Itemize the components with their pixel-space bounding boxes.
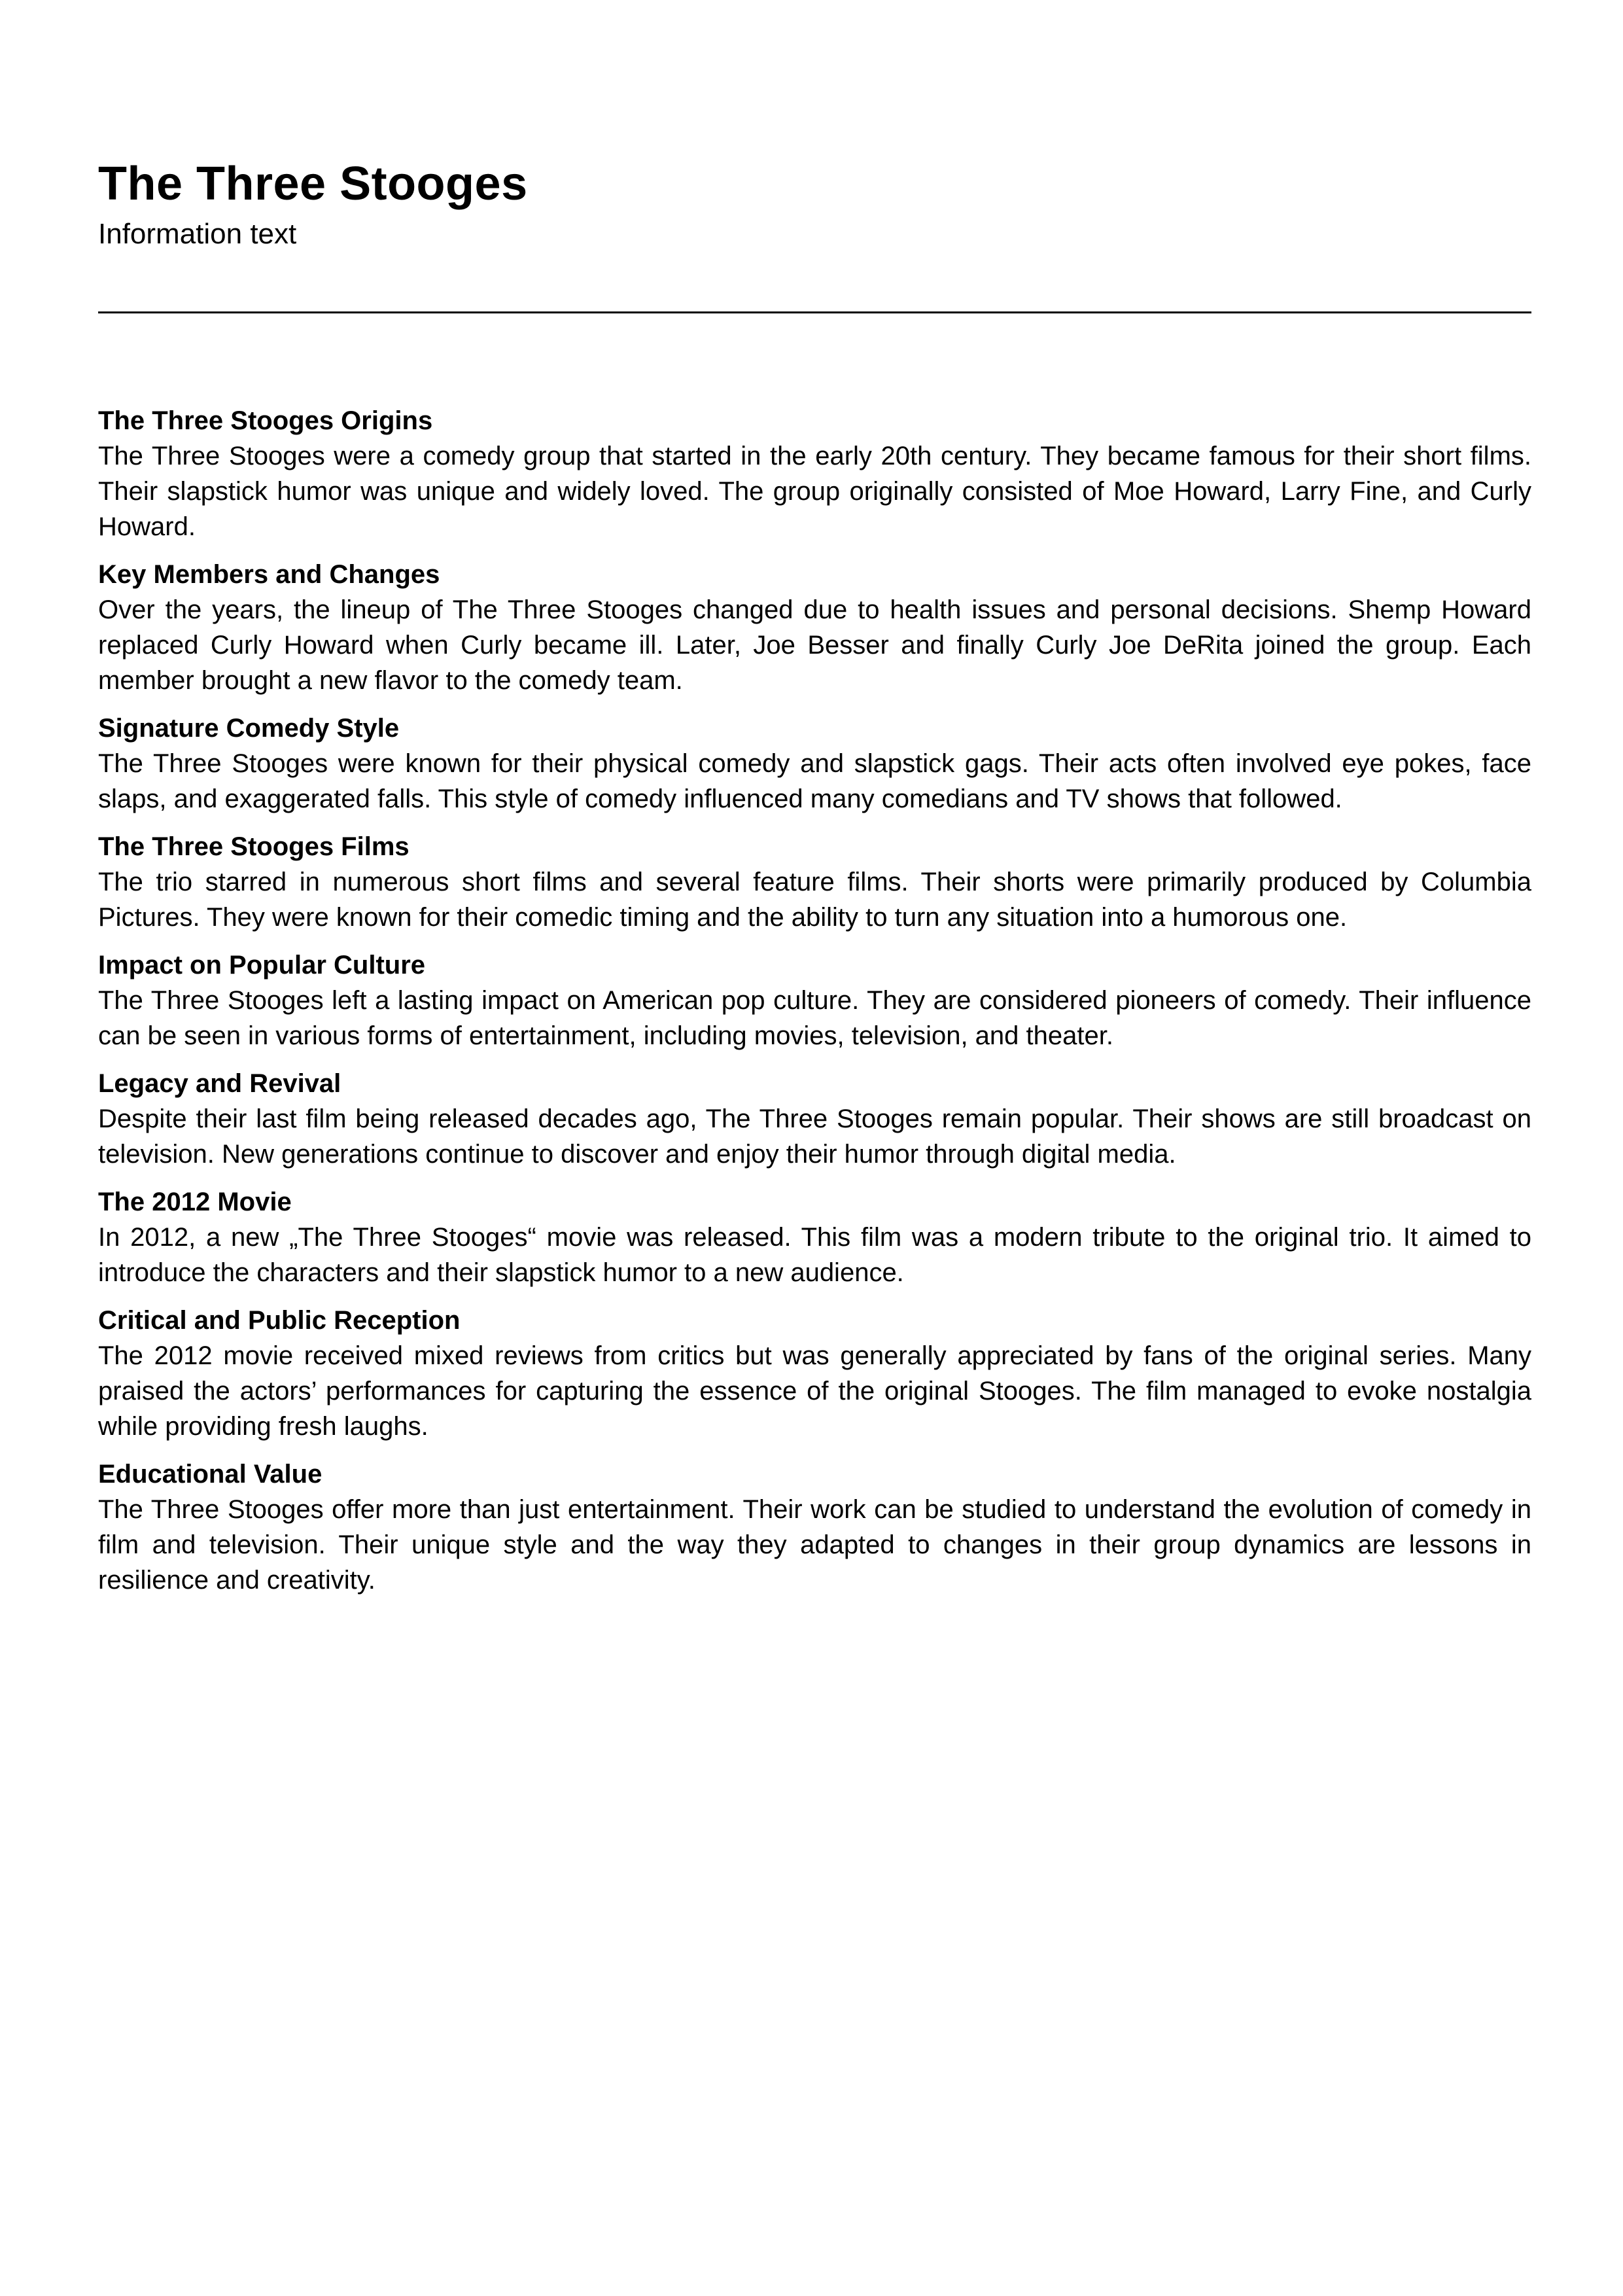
section-body: The Three Stooges were known for their physical comedy and slapstick gags. Their acts often involved eye pokes, face slaps, and exaggerated falls. This style of comedy influenced many comedians and TV shows that followed. <box>98 749 1531 813</box>
section-reception <box>98 1303 1531 1444</box>
document-subtitle: Information text <box>98 218 297 250</box>
section-body: In 2012, a new „The Three Stooges“ movie was released. This film was a modern tribute to the original trio. It aimed to introduce the characters and their slapstick humor to a new audience. <box>98 1223 1531 1287</box>
section-heading: The Three Stooges Origins <box>98 406 433 435</box>
document-sections <box>98 403 1531 1610</box>
section-body: The Three Stooges left a lasting impact on American pop culture. They are considered pioneers of comedy. Their influence can be seen in various forms of entertainment, including movies, television, and theater. <box>98 986 1531 1050</box>
section-films <box>98 829 1531 935</box>
section-popular-culture <box>98 947 1531 1053</box>
section-body: The Three Stooges were a comedy group that started in the early 20th century. They became famous for their short films. Their slapstick humor was unique and widely loved. The group originally consisted of Moe Howard, Larry Fine, and Curly Howard. <box>98 442 1531 541</box>
section-2012-movie <box>98 1184 1531 1290</box>
section-body: The 2012 movie received mixed reviews from critics but was generally appreciated by fans of the original series. Many praised the actors’ performances for capturing the essence of the original Stooges. The film managed to evoke nostalgia while providing fresh laughs. <box>98 1341 1531 1441</box>
section-key-members <box>98 557 1531 698</box>
section-origins <box>98 403 1531 544</box>
section-educational-value <box>98 1457 1531 1598</box>
section-heading: Educational Value <box>98 1460 323 1489</box>
document-title: The Three Stooges <box>98 158 528 210</box>
section-body: Despite their last film being released decades ago, The Three Stooges remain popular. Their shows are still broadcast on television. New generations continue to discover and enjoy their humor through digital media. <box>98 1104 1531 1169</box>
section-comedy-style <box>98 711 1531 817</box>
section-heading: Key Members and Changes <box>98 560 440 589</box>
section-heading: The 2012 Movie <box>98 1188 292 1216</box>
section-heading: Impact on Popular Culture <box>98 951 426 980</box>
section-heading: Critical and Public Reception <box>98 1306 461 1335</box>
section-heading: Signature Comedy Style <box>98 714 400 743</box>
section-legacy <box>98 1066 1531 1172</box>
section-heading: Legacy and Revival <box>98 1069 341 1098</box>
section-body: The Three Stooges offer more than just entertainment. Their work can be studied to understand the evolution of comedy in film and television. Their unique style and the way they adapted to changes in their group dynamics are lessons in resilience and creativity. <box>98 1495 1531 1595</box>
section-body: Over the years, the lineup of The Three Stooges changed due to health issues and personal decisions. Shemp Howard replaced Curly Howard when Curly became ill. Later, Joe Besser and finally Curly Joe DeRita joined the group. Each member brought a new flavor to the comedy team. <box>98 595 1531 695</box>
header-divider <box>98 311 1531 313</box>
section-heading: The Three Stooges Films <box>98 832 410 861</box>
section-body: The trio starred in numerous short films and several feature films. Their shorts were primarily produced by Columbia Pictures. They were known for their comedic timing and the ability to turn any situation into a humorous one. <box>98 868 1531 932</box>
